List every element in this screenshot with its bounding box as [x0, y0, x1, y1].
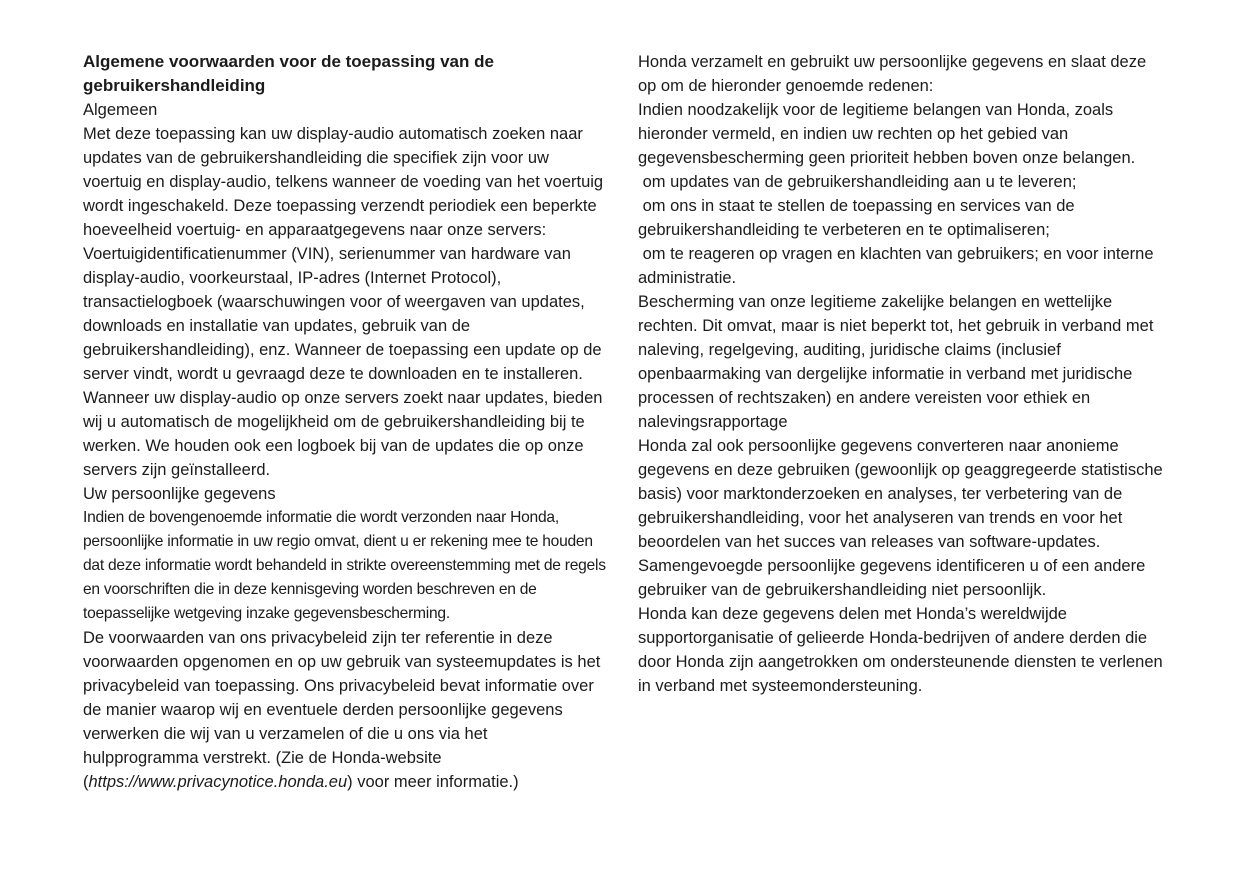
purpose-item-updates: om updates van de gebruikershandleiding aan u te leveren; [638, 173, 1077, 191]
section-heading-personal-data: Uw persoonlijke gegevens [83, 485, 276, 503]
paragraph-data-sharing: Honda kan deze gegevens delen met Honda’s wereldwijde supportorganisatie of gelieerde Honda-bedrijven of andere derden die door Honda zijn aangetrokken om ondersteunende diensten te verlenen in verband met systeemondersteuning. [638, 605, 1163, 695]
privacy-policy-text-end: ) voor meer informatie.) [347, 773, 519, 791]
paragraph-anonymous-data: Honda zal ook persoonlijke gegevens converteren naar anonieme gegevens en deze gebruiken (gewoonlijk op geaggregeerde statistische basis) voor marktonderzoeken en analyses, ter verbetering van de gebruikershandleiding, voor het analyseren van trends en voor het beoordelen van het succes van releases van software-updates. Samengevoegde persoonlijke gegevens identificeren u of een andere gebruiker van de gebruikershandleiding niet persoonlijk. [638, 437, 1163, 599]
paragraph-servers: Wanneer uw display-audio op onze servers zoekt naar updates, bieden wij u automatisch de mogelijkheid om de gebruikershandleiding bij te werken. We houden ook een logboek bij van de updates die op onze servers zijn geïnstalleerd. [83, 389, 603, 479]
privacy-url: https://www.privacynotice.honda.eu [88, 773, 348, 791]
right-column [638, 50, 1165, 698]
paragraph-privacy-policy [83, 626, 607, 794]
purpose-item-support: om te reageren op vragen en klachten van gebruikers; en voor interne administratie. [638, 245, 1159, 287]
paragraph-legal-protection: Bescherming van onze legitieme zakelijke belangen en wettelijke rechten. Dit omvat, maar is niet beperkt tot, het gebruik in verband met naleving, regelgeving, auditing, juridische claims (inclusief openbaarmaking van dergelijke informatie in verband met juridische processen of rechtszaken) en andere vereisten voor ethiek en nalevingsrapportage [638, 293, 1154, 431]
privacy-policy-text: De voorwaarden van ons privacybeleid zijn ter referentie in deze voorwaarden opgenomen en op uw gebruik van systeemupdates is het privacybeleid van toepassing. Ons privacybeleid bevat informatie over de manier waarop wij en eventuele derden persoonlijke gegevens verwerken die wij van u verzamelen of die u ons via het hulpprogramma verstrekt. (Zie de Honda-website ( [83, 629, 601, 791]
section-heading-general: Algemeen [83, 101, 158, 119]
paragraph-application: Met deze toepassing kan uw display-audio automatisch zoeken naar updates van de gebruikershandleiding die specifiek zijn voor uw voertuig en display-audio, telkens wanneer de voeding van het voertuig wordt ingeschakeld. Deze toepassing verzendt periodiek een beperkte hoeveelheid voertuig- en apparaatgegevens naar onze servers: Voertuigidentificatienummer (VIN), serienummer van hardware van display-audio, voorkeurstaal, IP-adres (Internet Protocol), transactielogboek (waarschuwingen voor of weergaven van updates, downloads en installatie van updates, gebruik van de gebruikershandleiding), enz. Wanneer de toepassing een update op de server vindt, wordt u gevraagd deze te downloaden en te installeren. [83, 125, 604, 383]
left-column [83, 50, 607, 794]
paragraph-personal-data: Indien de bovengenoemde informatie die wordt verzonden naar Honda, persoonlijke informatie in uw regio omvat, dient u er rekening mee te houden dat deze informatie wordt behandeld in strikte overeenstemming met de regels en voorschriften die in deze kennisgeving worden beschreven en de toepasselijke wetgeving inzake gegevensbescherming. [83, 509, 606, 622]
purpose-item-improvement: om ons in staat te stellen de toepassing en services van de gebruikershandleiding te verbeteren en te optimaliseren; [638, 197, 1080, 239]
page-title: Algemene voorwaarden voor de toepassing van de gebruikershandleiding [83, 52, 494, 95]
paragraph-collection-intro: Honda verzamelt en gebruikt uw persoonlijke gegevens en slaat deze op om de hieronder genoemde redenen: [638, 53, 1147, 95]
paragraph-legitimate-interests: Indien noodzakelijk voor de legitieme belangen van Honda, zoals hieronder vermeld, en indien uw rechten op het gebied van gegevensbescherming geen prioriteit hebben boven onze belangen. [638, 101, 1136, 167]
